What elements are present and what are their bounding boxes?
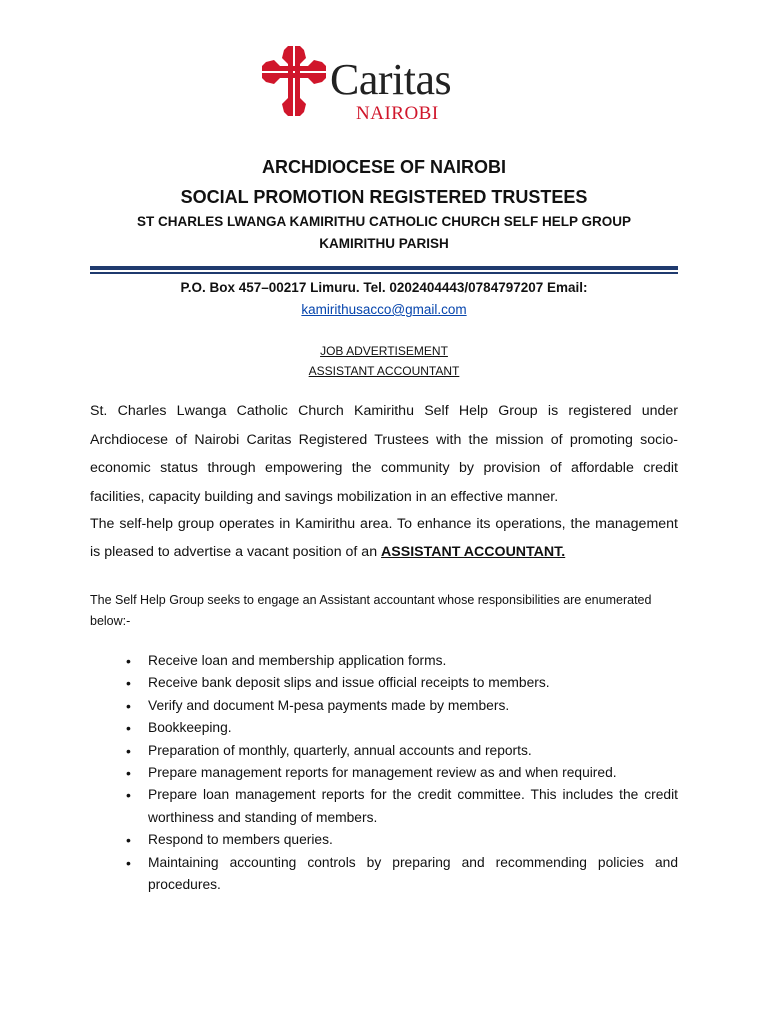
list-item: • Verify and document M-pesa payments made by members. [90, 695, 678, 717]
list-item: • Maintaining accounting controls by preparing and recommending policies and procedures. [90, 852, 678, 897]
bullet-icon: • [126, 675, 131, 692]
vacancy-paragraph [90, 510, 678, 566]
job-advertisement-label: JOB ADVERTISEMENT [320, 344, 448, 358]
list-item: • Respond to members queries. [90, 829, 678, 851]
vacancy-position-emphasis: ASSISTANT ACCOUNTANT. [381, 544, 566, 560]
caritas-logo [262, 44, 462, 126]
contact-email-link[interactable]: kamirithusacco@gmail.com [301, 302, 467, 317]
caritas-cross-icon [262, 44, 326, 118]
header-rule-thin [90, 272, 678, 274]
bullet-icon: • [126, 697, 131, 714]
bullet-icon: • [126, 787, 131, 804]
header-parish: KAMIRITHU PARISH [319, 236, 449, 251]
responsibilities-list [90, 650, 678, 896]
intro-paragraph: St. Charles Lwanga Catholic Church Kamirithu Self Help Group is registered under Archdiocese of Nairobi Caritas Registered Trustees with the mission of promoting socio-economic status through empowering the community by provision of affordable credit facilities, capacity building and savings mobilization in an effective manner. [90, 403, 678, 505]
list-item: • Bookkeeping. [90, 717, 678, 739]
contact-address: P.O. Box 457–00217 Limuru. Tel. 0202404443/0784797207 Email: [180, 280, 588, 295]
header-group-name: ST CHARLES LWANGA KAMIRITHU CATHOLIC CHURCH SELF HELP GROUP [137, 214, 631, 229]
header-rule-thick [90, 266, 678, 270]
bullet-icon: • [126, 832, 131, 849]
bullet-icon: • [126, 765, 131, 782]
list-item: • Preparation of monthly, quarterly, annual accounts and reports. [90, 740, 678, 762]
bullet-icon: • [126, 742, 131, 759]
bullet-icon: • [126, 653, 131, 669]
responsibilities-intro: The Self Help Group seeks to engage an Assistant accountant whose responsibilities are enumerated below:- [90, 593, 652, 628]
header-trustees: SOCIAL PROMOTION REGISTERED TRUSTEES [180, 187, 588, 207]
header-archdiocese: ARCHDIOCESE OF NAIROBI [261, 157, 506, 177]
logo-wordmark: Caritas [330, 55, 452, 104]
bullet-icon: • [126, 720, 131, 737]
vacancy-paragraph-text: The self-help group operates in Kamirithu area. To enhance its operations, the management is pleased to advertise a vacant position of an [90, 516, 678, 560]
logo-subtitle: NAIROBI [356, 103, 439, 124]
list-item: • Prepare management reports for management review as and when required. [90, 762, 678, 784]
list-item: • Prepare loan management reports for the credit committee. This includes the credit worthiness and standing of members. [90, 784, 678, 829]
position-title: ASSISTANT ACCOUNTANT [308, 364, 460, 378]
list-item: • Receive loan and membership application forms. [90, 650, 678, 672]
list-item: • Receive bank deposit slips and issue official receipts to members. [90, 672, 678, 694]
bullet-icon: • [126, 854, 131, 871]
